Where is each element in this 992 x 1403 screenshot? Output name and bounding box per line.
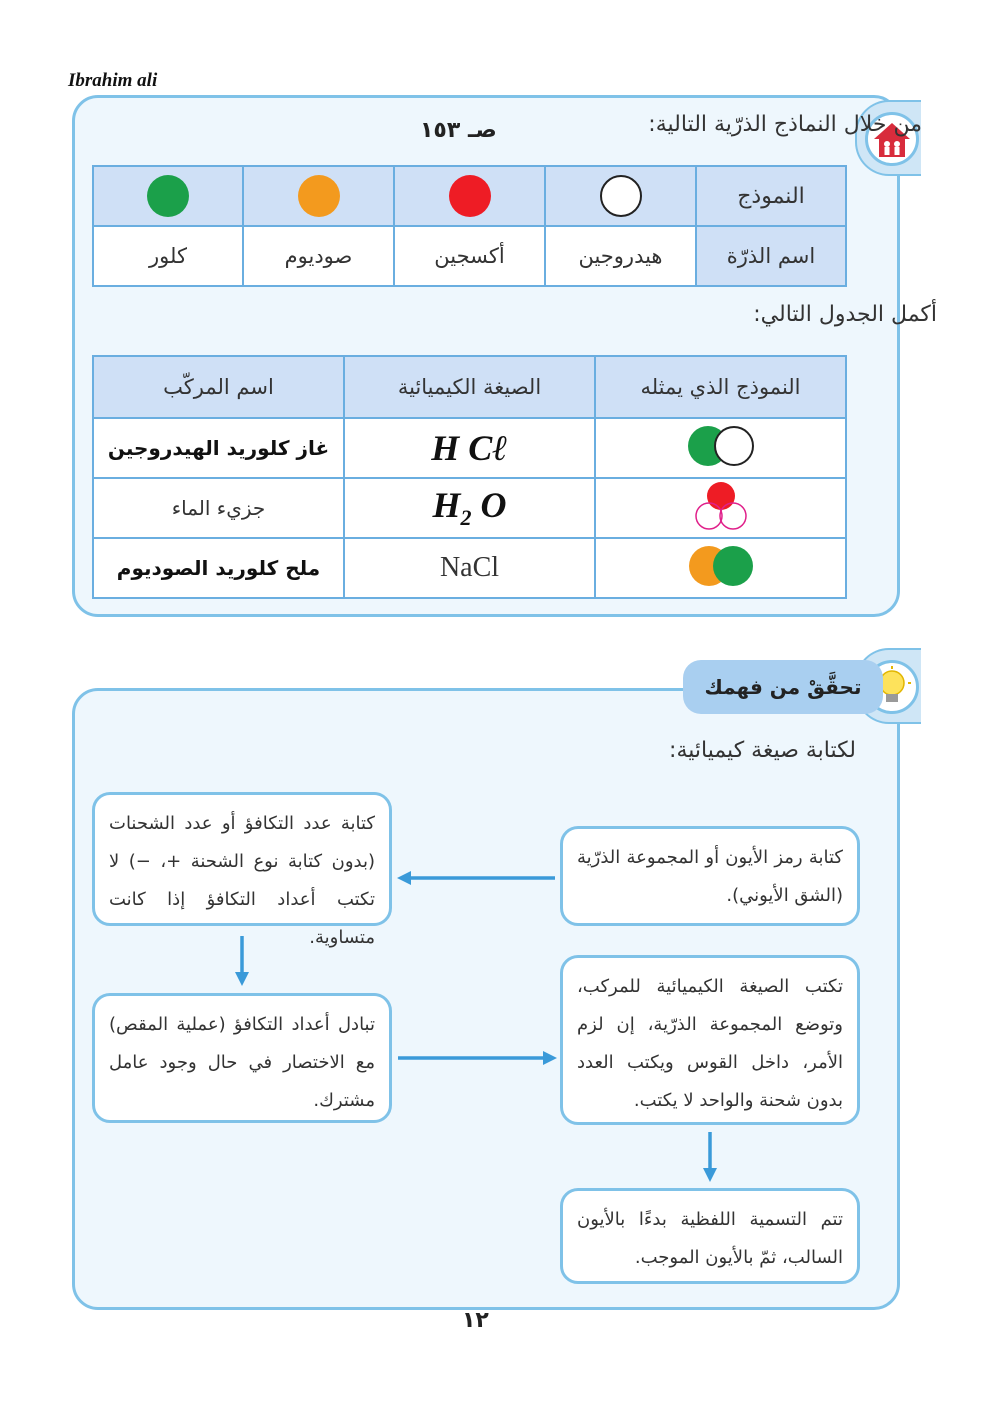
hcl-model-icon bbox=[676, 422, 766, 470]
page-reference: صـ ١٥٣ bbox=[420, 118, 497, 143]
nacl-model-icon bbox=[676, 542, 766, 590]
model-cell bbox=[595, 418, 846, 478]
header-chemical-formula: الصيغة الكيميائية bbox=[344, 356, 595, 418]
model-cell bbox=[595, 538, 846, 598]
page-number: ١٢ bbox=[462, 1308, 489, 1333]
formula-cell: H Cℓ bbox=[344, 418, 595, 478]
check-understanding-tab: تحقَّقْ من فهمك bbox=[683, 660, 883, 714]
atoms-model-row bbox=[93, 166, 846, 226]
atoms-name-row bbox=[93, 226, 846, 286]
header-model: النموذج الذي يمثله bbox=[595, 356, 846, 418]
formula-cell: NaCl bbox=[344, 538, 595, 598]
atom-name-oxygen: أكسجين bbox=[394, 226, 545, 286]
atom-model-oxygen bbox=[394, 166, 545, 226]
arrow-right-icon bbox=[395, 1046, 560, 1070]
sodium-atom-dot bbox=[298, 175, 340, 217]
atom-name-chlorine: كلور bbox=[93, 226, 243, 286]
compounds-header-row bbox=[93, 356, 846, 418]
arrow-down-icon bbox=[698, 1130, 722, 1184]
atom-name-hydrogen: هيدروجين bbox=[545, 226, 696, 286]
formula-subscript: 2 bbox=[460, 505, 472, 531]
formula-main: H bbox=[432, 485, 461, 526]
author-name: Ibrahim ali bbox=[68, 70, 158, 91]
chlorine-atom-dot bbox=[147, 175, 189, 217]
table-row bbox=[93, 478, 846, 538]
arrow-left-icon bbox=[395, 866, 560, 890]
formula-cell bbox=[344, 478, 595, 538]
compound-name-cell: جزيء الماء bbox=[93, 478, 344, 538]
hydrogen-atom-dot bbox=[600, 175, 642, 217]
step-box-write-formula: تكتب الصيغة الكيميائية للمركب، وتوضع المجموعة الذرّية، إن لزم الأمر، داخل القوس ويكتب العدد بدون شحنة والواحد لا يكتب. bbox=[560, 955, 860, 1125]
model-cell bbox=[595, 478, 846, 538]
table-row bbox=[93, 538, 846, 598]
atom-model-sodium bbox=[243, 166, 394, 226]
oxygen-atom-dot bbox=[449, 175, 491, 217]
step-box-valency: كتابة عدد التكافؤ أو عدد الشحنات (بدون كتابة نوع الشحنة +، −) لا تكتب أعداد التكافؤ إذا كانت متساوية. bbox=[92, 792, 392, 926]
row-label-model: النموذج bbox=[696, 166, 846, 226]
compounds-table bbox=[92, 355, 847, 599]
atom-model-chlorine bbox=[93, 166, 243, 226]
atom-model-hydrogen bbox=[545, 166, 696, 226]
compound-name-cell: غاز كلوريد الهيدروجين bbox=[93, 418, 344, 478]
arrow-down-icon bbox=[230, 934, 254, 988]
step-box-ion-symbol: كتابة رمز الأيون أو المجموعة الذرّية (الشق الأيوني). bbox=[560, 826, 860, 926]
section-intro: من خلال النماذج الذرّية التالية: bbox=[648, 112, 922, 137]
compound-name-cell: ملح كلوريد الصوديوم bbox=[93, 538, 344, 598]
step-box-crossover: تبادل أعداد التكافؤ (عملية المقص) مع الاختصار في حال وجود عامل مشترك. bbox=[92, 993, 392, 1123]
formula-rest: O bbox=[471, 485, 507, 526]
header-compound-name: اسم المركّب bbox=[93, 356, 344, 418]
atom-name-sodium: صوديوم bbox=[243, 226, 394, 286]
step-box-naming: تتم التسمية اللفظية بدءًا بالأيون السالب، ثمّ بالأيون الموجب. bbox=[560, 1188, 860, 1284]
complete-table-prompt: أكمل الجدول التالي: bbox=[753, 302, 937, 327]
table-row bbox=[93, 418, 846, 478]
row-label-name: اسم الذرّة bbox=[696, 226, 846, 286]
water-model-icon bbox=[676, 480, 766, 532]
write-formula-title: لكتابة صيغة كيميائية: bbox=[669, 738, 856, 763]
atoms-table bbox=[92, 165, 847, 287]
